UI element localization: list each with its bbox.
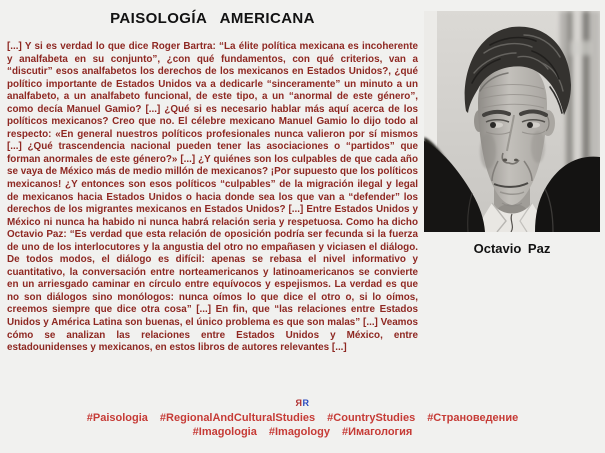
octavio-paz-photo (424, 11, 600, 232)
article-column (7, 8, 418, 355)
footer (0, 398, 605, 439)
hashtag-imagologiya[interactable]: #Имагология (341, 426, 413, 438)
portrait-illustration (424, 11, 600, 232)
hashtag-imagology[interactable]: #Imagology (268, 426, 330, 438)
hashtag-regional-and-cultural-studies[interactable]: #RegionalAndCulturalStudies (159, 412, 316, 424)
hashtag-imagologia[interactable]: #Imagologia (192, 426, 257, 438)
article-body: [...] Y si es verdad lo que dice Roger Bartra: “La élite política mexicana es incoherente y analfabeta en su conjunto”, ¿con qué fundamentos, con qué criterios, van a “discutir” esos analfabetos los derechos de los mexicanos en Estados Unidos?, ¿qué político importante de Estados Unidos va a dedicarle “sinceramente” un minuto a un analfabeto, a un analfabeto funcional, de este tipo, a un “anormal de este género”, como decía Manuel Gamio? [...] ¿Qué si es necesario hablar más aquí acerca de los políticos mexicanos? Creo que no. El célebre mexicano Manuel Gamio lo dijo todo al respecto: «En general nuestros políticos profesionales nunca valieron por sí mismos [...] ¿Qué trascendencia nacional pueden tener las asociaciones o “partidos” que forman anormales de este género?» [...] ¿Y quiénes son los culpables de que cada año se vaya de México más de medio millón de mexicanos? ¡Por supuesto que los políticos mexicanos! ¿Y entonces son esos políticos “culpables” de la migración ilegal y legal de mexicanos hacia Estados Unidos o hacia donde sea los que van a “defender” los derechos de los migrantes mexicanos en Estados Unidos? [...] Entre Estados Unidos y México ni nunca ha habido ni nunca habrá relación seria y respetuosa. Como ha dicho Octavio Paz: “Es verdad que esta relación de oposición podría ser fecunda si la fuerza de uno de los interlocutores y la angustia del otro no empañasen y viciasen el diálogo. De todos modos, el diálogo es difícil: apenas se rebasa el nivel informativo y cuantitativo, la conversación entre norteamericanos y latinoamericanos se convierte en un arriesgado caminar en círculo entre equívocos y espejismos. La verdad es que no son diálogos sino monólogos: nunca oímos lo que dice el otro o, si lo oímos, creemos siempre que dice otra cosa” [...] En fin, que “las relaciones entre Estados Unidos y América Latina son buenas, el único problema es que son malas” [...] Veamos cómo se analizan las relaciones entre Estados Unidos y México, entre estadounidenses y mexicanos, en estos libros de autores relevantes [...] (7, 41, 418, 354)
photo-caption: Octavio Paz (473, 241, 551, 256)
logo-letter-ya: Я (295, 398, 303, 408)
hashtag-paisologia[interactable]: #Paisologia (86, 412, 148, 424)
yar-logo (0, 398, 605, 408)
page-title: PAISOLOGÍA AMERICANA (110, 10, 315, 27)
octavio-paz-figure (424, 11, 600, 256)
hashtag-country-studies[interactable]: #CountryStudies (327, 412, 416, 424)
hashtag-row-2 (0, 425, 605, 439)
hashtag-stranovedenie[interactable]: #Страноведение (427, 412, 519, 424)
hashtag-row-1 (0, 411, 605, 425)
logo-letter-r: R (302, 398, 310, 408)
